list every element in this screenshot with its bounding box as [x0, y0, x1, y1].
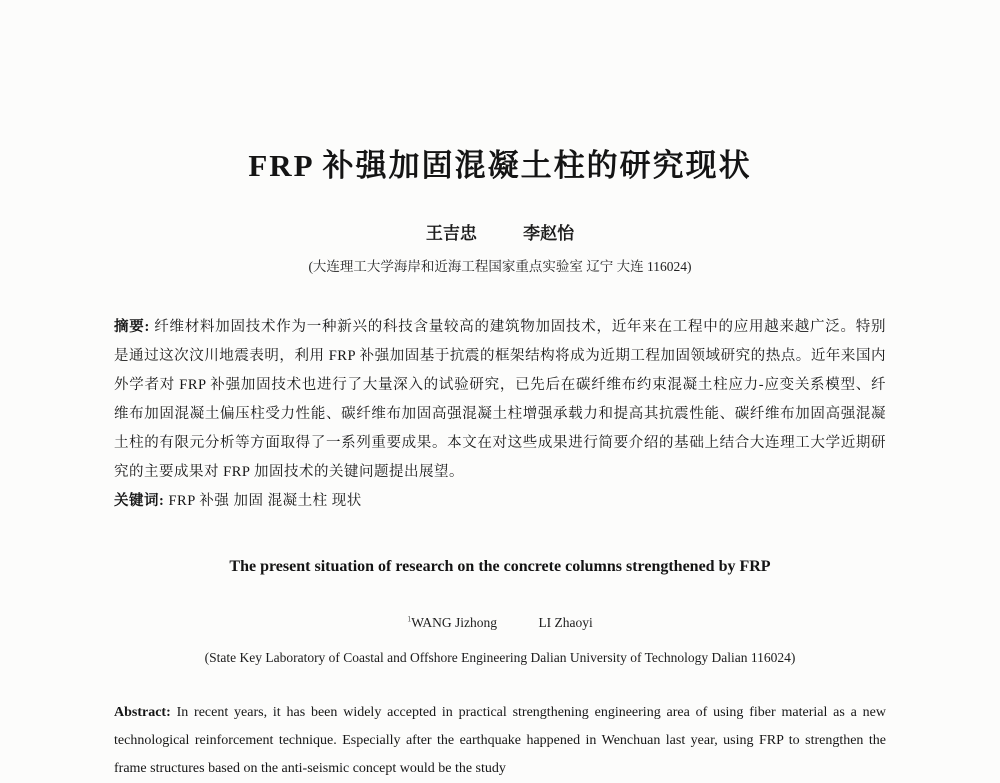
author-cn-1: 王吉忠	[425, 224, 477, 243]
keywords-label-cn: 关键词:	[114, 493, 165, 509]
abstract-cn	[114, 313, 886, 487]
keywords-text-cn: FRP 补强 加固 混凝土柱 现状	[168, 493, 362, 509]
author-cn-2: 李赵怡	[523, 224, 575, 243]
affiliation-cn: (大连理工大学海岸和近海工程国家重点实验室 辽宁 大连 116024)	[308, 259, 692, 274]
author-en-2: LI Zhaoyi	[538, 614, 593, 630]
paper-title-en: The present situation of research on the concrete columns strengthened by FRP	[229, 558, 771, 575]
author-footnote-mark: 1	[407, 614, 412, 623]
author-en-1	[407, 615, 497, 630]
author-en-1-name: WANG Jizhong	[411, 614, 498, 630]
authors-en	[114, 614, 886, 631]
paper-title-cn: FRP 补强加固混凝土柱的研究现状	[248, 148, 752, 183]
abstract-label-en: Abstract:	[114, 704, 171, 720]
abstract-en	[114, 699, 886, 783]
abstract-text-cn: 纤维材料加固技术作为一种新兴的科技含量较高的建筑物加固技术，近年来在工程中的应用越来越广泛。特别是通过这次汶川地震表明，利用 FRP 补强加固基于抗震的框架结构将成为近期工程加固领域研究的热点。近年来国内外学者对 FRP 补强加固技术也进行了大量深入的试验研究，已先后在碳纤维布约束混凝土柱应力-应变关系模型、纤维布加固混凝土偏压柱受力性能、碳纤维布加固高强混凝土柱增强承载力和提高其抗震性能、碳纤维布加固高强混凝土柱的有限元分析等方面取得了一系列重要成果。本文在对这些成果进行简要介绍的基础上结合大连理工大学近期研究的主要成果对 FRP 加固技术的关键问题提出展望。	[114, 319, 887, 480]
keywords-cn	[114, 487, 886, 516]
abstract-text-en: In recent years, it has been widely accepted in practical strengthening engineering area of using fiber material as a new technological reinforcement technique. Especially after the earthquake happened in Wenchuan last year, using FRP to strengthen the frame structures based on the anti-seismic concept would be the study	[114, 704, 886, 776]
affiliation-en: (State Key Laboratory of Coastal and Offshore Engineering Dalian University of Technology Dalian 116024)	[204, 649, 796, 665]
authors-cn	[114, 219, 886, 244]
abstract-label-cn: 摘要:	[114, 319, 150, 335]
